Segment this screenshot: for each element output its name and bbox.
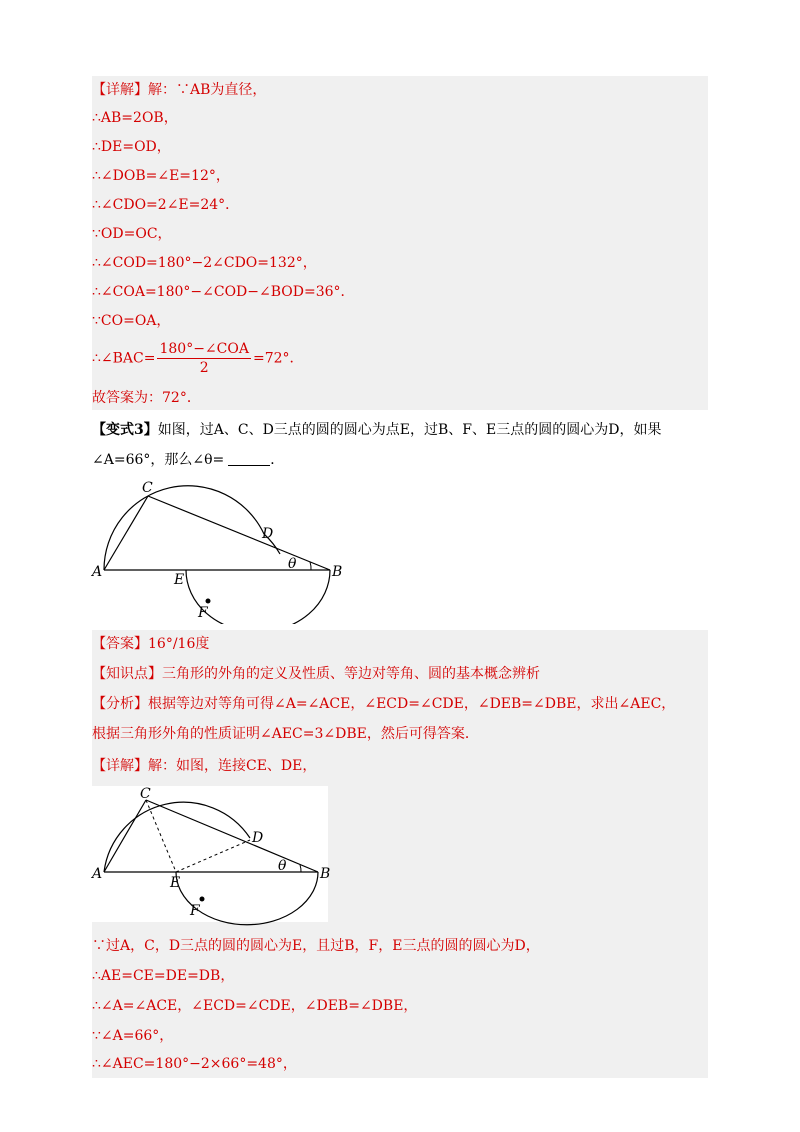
step-1: ∴AE=CE=DE=DB， (92, 968, 235, 984)
label-c: C (142, 480, 153, 496)
analysis-line-1 (92, 694, 675, 714)
label-b: B (320, 866, 331, 882)
step-0: ∵过A，C，D三点的圆的圆心为E，且过B，F，E三点的圆的圆心为D， (92, 938, 540, 954)
frac-suffix: =72°． (252, 350, 304, 367)
analysis-tag: 【分析】 (92, 696, 148, 712)
label-theta: θ (288, 556, 297, 572)
detail2-tag: 【详解】 (92, 758, 148, 774)
step-4: ∴∠AEC=180°−2×66°=48°， (92, 1056, 297, 1072)
variant3-line2 (92, 450, 284, 470)
detail1-line-3: ∴∠DOB=∠E=12°， (92, 168, 230, 184)
knowledge-line (92, 664, 540, 684)
detail1-line-1: ∴AB=2OB， (92, 110, 178, 126)
arc-circle-e (104, 486, 264, 570)
label-d: D (252, 830, 264, 846)
line-de-dashed (176, 840, 250, 872)
detail1-line-6: ∴∠COD=180°−2∠CDO=132°， (92, 255, 317, 271)
label-c: C (140, 786, 151, 802)
variant3-text2: ∠A=66°，那么∠θ= (92, 452, 225, 468)
point-f (206, 599, 211, 604)
label-theta: θ (278, 858, 287, 874)
detail1-answer: 故答案为：72°． (92, 390, 201, 406)
point-f (200, 897, 205, 902)
answer-blank (228, 451, 270, 466)
label-f: F (190, 903, 200, 919)
detail1-line-0: 【详解】解：∵AB为直径， (92, 82, 267, 98)
answer-tag: 【答案】 (92, 636, 148, 652)
frac-denominator: 2 (199, 360, 209, 376)
answer-line (92, 634, 209, 654)
detail1-line-2: ∴DE=OD， (92, 139, 171, 155)
label-a: A (92, 866, 103, 882)
frac-numerator: 180°−∠COA (159, 341, 249, 357)
knowledge-text: 三角形的外角的定义及性质、等边对等角、圆的基本概念辨析 (162, 666, 540, 682)
label-e: E (170, 875, 181, 891)
line-ac (104, 496, 148, 570)
variant3-tag: 【变式3】 (92, 422, 158, 438)
detail2-intro (92, 756, 316, 776)
variant3-text2-end: ． (270, 452, 285, 468)
analysis-text-1: 根据等边对等角可得∠A=∠ACE，∠ECD=∠CDE，∠DEB=∠DBE，求出∠AEC， (148, 696, 676, 712)
analysis-line-2: 根据三角形外角的性质证明∠AEC=3∠DBE，然后可得答案． (92, 726, 479, 742)
detail2-intro-text: 解：如图，连接CE、DE， (148, 758, 317, 774)
fraction (157, 340, 250, 377)
theta-arc (300, 865, 301, 872)
figure-1 (88, 474, 358, 624)
answer-value: 16°/16度 (148, 636, 210, 652)
variant3-line1 (92, 420, 661, 440)
frac-prefix: ∴∠BAC= (92, 350, 156, 367)
detail1-line-8: ∵CO=OA， (92, 313, 171, 329)
theta-arc (310, 562, 311, 570)
label-d: D (262, 526, 274, 542)
detail1-line-7: ∴∠COA=180°−∠COD−∠BOD=36°． (92, 284, 355, 300)
detail1-fraction-line (92, 340, 304, 377)
label-a: A (92, 564, 103, 580)
step-2: ∴∠A=∠ACE，∠ECD=∠CDE，∠DEB=∠DBE， (92, 998, 418, 1014)
detail1-line-4: ∴∠CDO=2∠E=24°． (92, 197, 240, 213)
line-cb (148, 496, 330, 570)
figure-2 (88, 784, 338, 926)
label-b: B (332, 564, 343, 580)
step-3: ∵∠A=66°， (92, 1028, 174, 1044)
variant3-text1: 如图，过A、C、D三点的圆的圆心为点E，过B、F、E三点的圆的圆心为D，如果 (157, 422, 662, 438)
detail1-line-5: ∵OD=OC， (92, 226, 172, 242)
label-f: F (198, 605, 208, 621)
knowledge-tag: 【知识点】 (92, 666, 162, 682)
label-e: E (174, 572, 185, 588)
line-ac (104, 800, 146, 872)
